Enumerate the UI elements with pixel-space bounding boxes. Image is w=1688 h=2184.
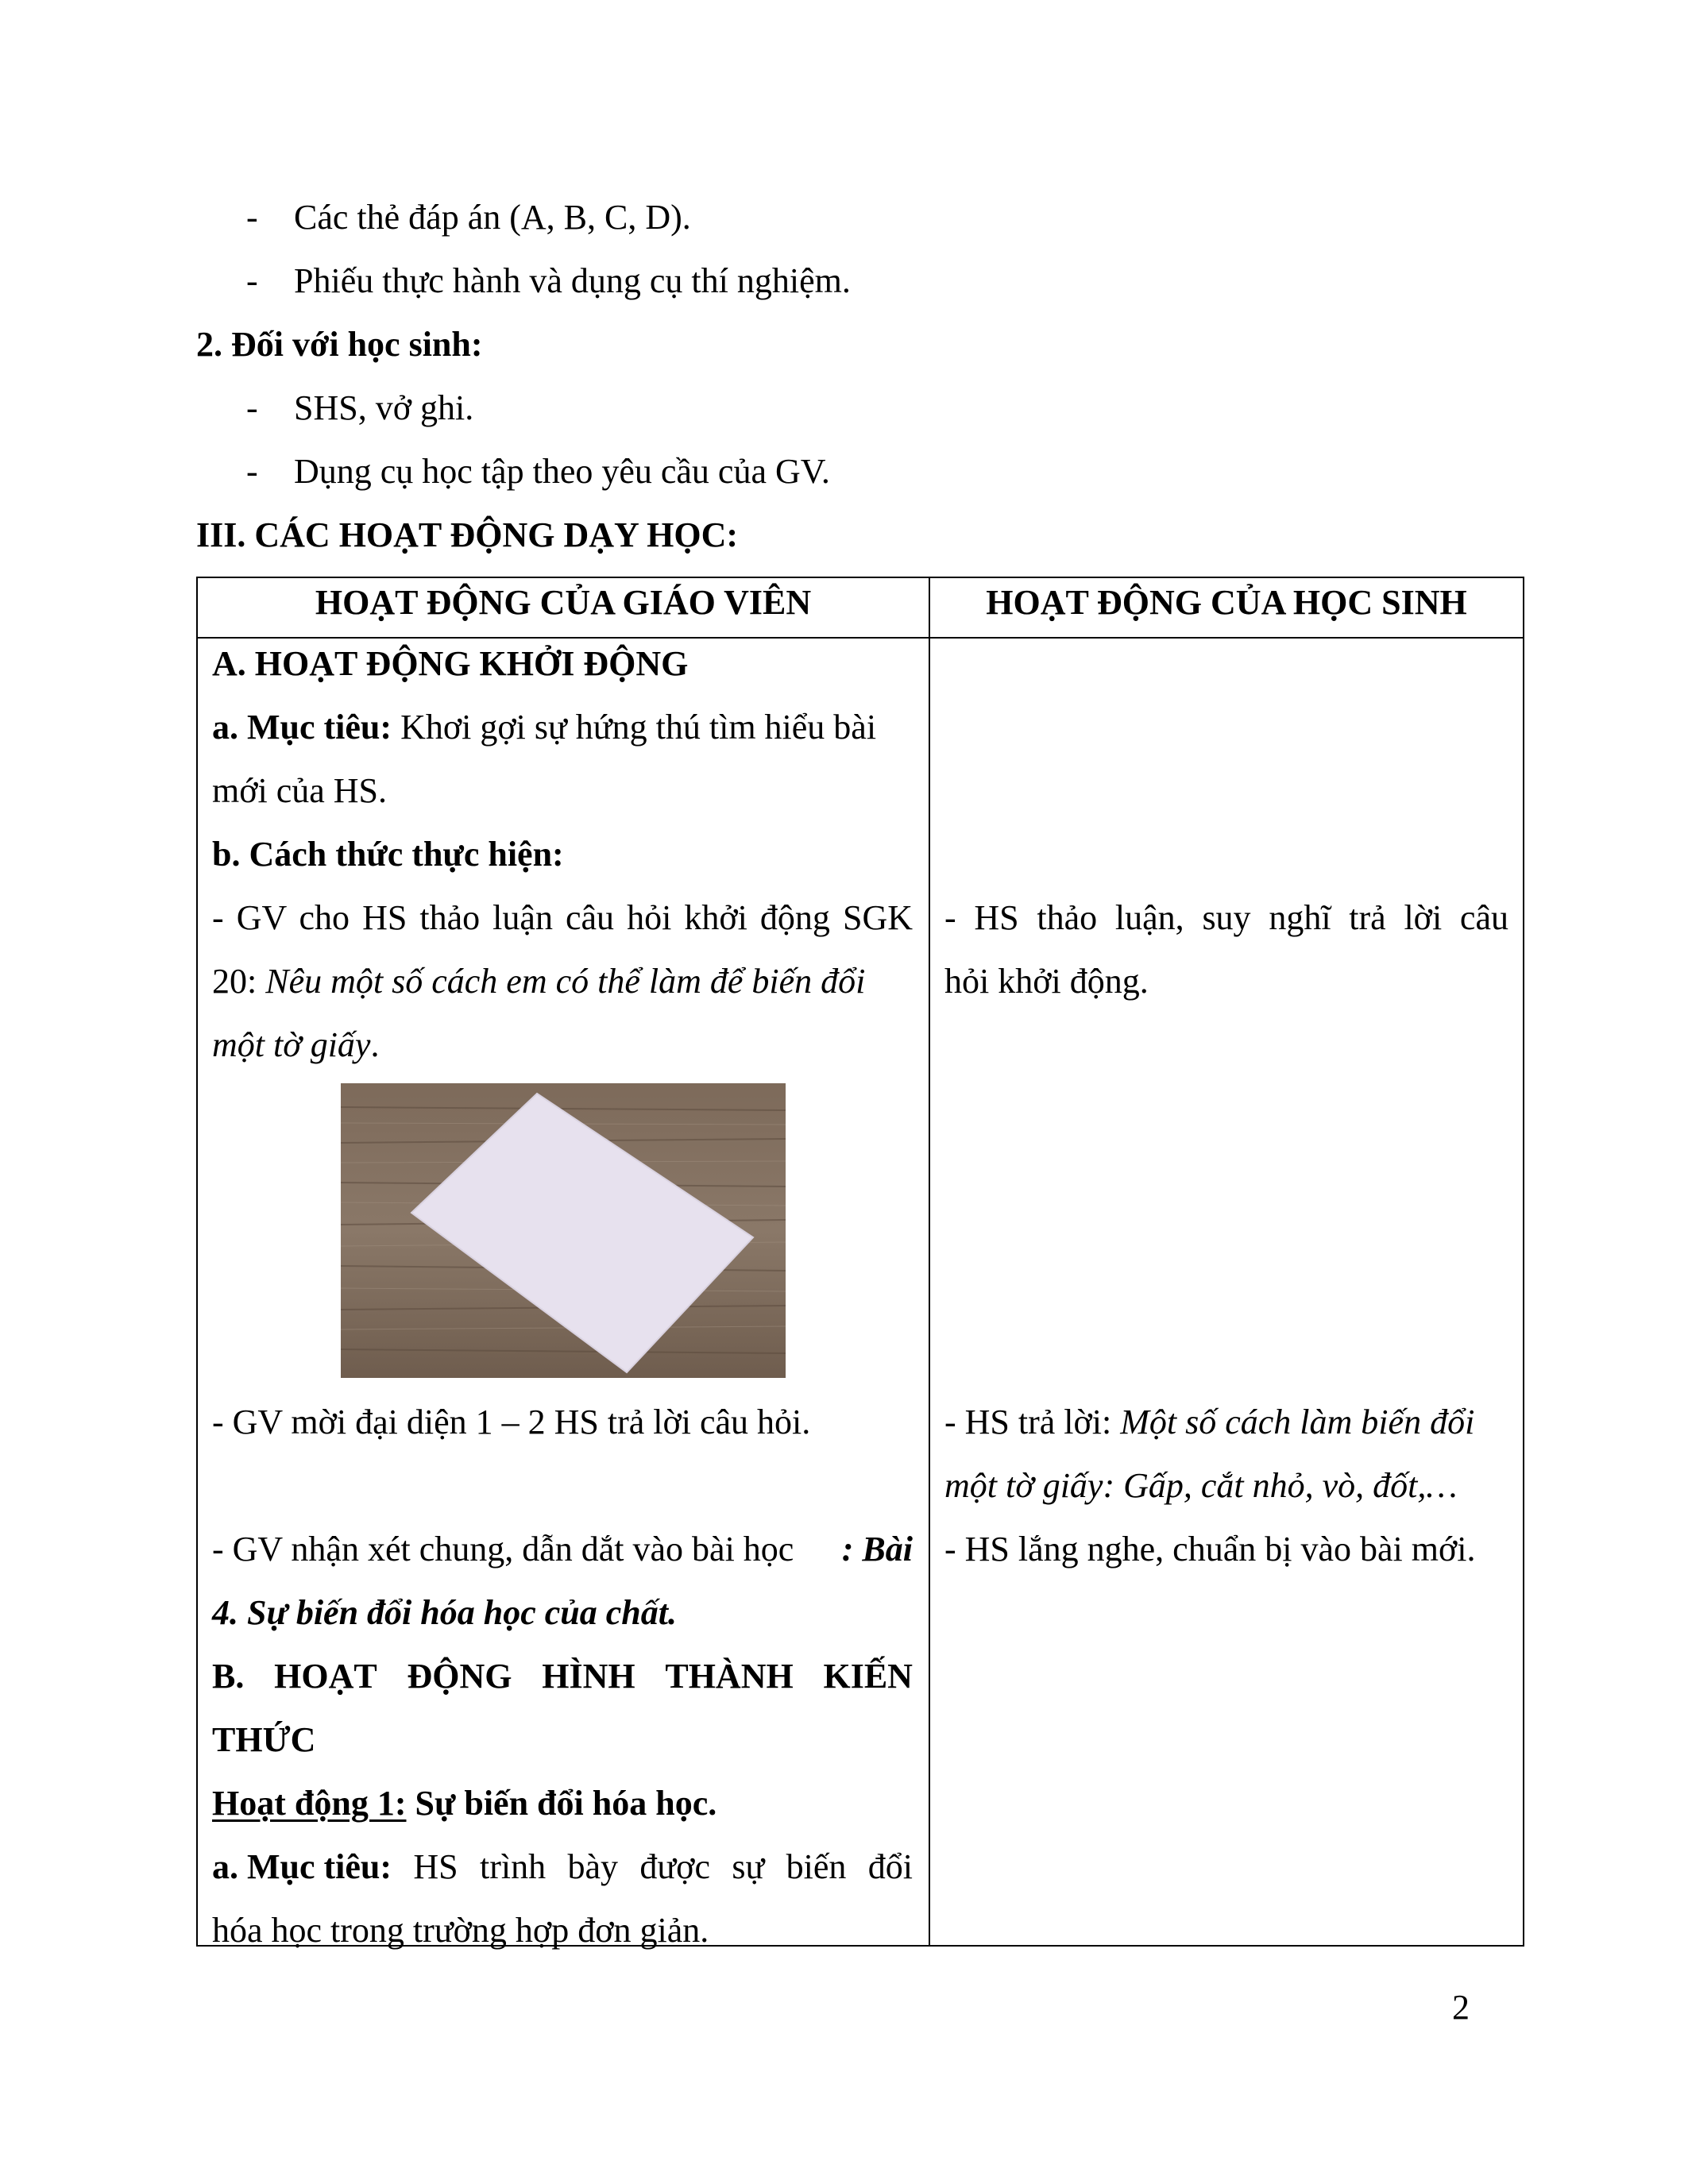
hs-answer-line-1 <box>944 1402 1474 1442</box>
hs-discuss-word: HS <box>974 898 1019 937</box>
hs-discuss-word: nghĩ <box>1269 898 1331 937</box>
b-goal-word: sự <box>732 1847 765 1886</box>
list-item <box>0 454 1688 494</box>
table-column-divider <box>929 577 930 1947</box>
hs-discuss-word: suy <box>1202 898 1251 937</box>
gv-discuss-line-3 <box>212 1024 379 1065</box>
table-header-divider <box>196 637 1524 639</box>
list-item <box>0 388 1688 430</box>
list-item <box>0 200 1688 240</box>
table-border-top <box>196 577 1524 578</box>
b-goal-line-2: hóa học trong trường hợp đơn giản. <box>212 1911 709 1950</box>
gv-discuss-line-1: - GV cho HS thảo luận câu hỏi khởi động SGK <box>212 898 913 937</box>
hs-discuss-line-2: hỏi khởi động. <box>944 962 1149 1001</box>
hs-discuss-word: thảo <box>1037 898 1098 937</box>
lesson-title: 4. Sự biến đổi hóa học của chất. <box>212 1593 677 1632</box>
gv-discuss-line-2 <box>212 961 865 1001</box>
hs-answer-line-2: một tờ giấy: Gấp, cắt nhỏ, vò, đốt,… <box>944 1466 1458 1505</box>
b-goal-word: được <box>639 1847 710 1886</box>
gv-discuss-suffix: . <box>370 1025 380 1064</box>
header-student: HOẠT ĐỘNG CỦA HỌC SINH <box>986 583 1467 622</box>
bullet: - <box>246 452 258 491</box>
bullet: - <box>246 261 258 300</box>
hs-answer-text: Một số cách làm biến đổi <box>1120 1403 1475 1441</box>
gv-invite: - GV mời đại diện 1 – 2 HS trả lời câu hỏi. <box>212 1403 811 1441</box>
section-b-word: THÀNH <box>665 1657 794 1696</box>
section-b-word: ĐỘNG <box>407 1657 512 1696</box>
hs-discuss-line-1 <box>944 897 1508 938</box>
section-b-word: B. <box>212 1657 245 1696</box>
table-border-left <box>196 577 198 1947</box>
bullet: - <box>246 198 258 237</box>
list-item <box>0 261 1688 303</box>
section-a-title: A. HOẠT ĐỘNG KHỞI ĐỘNG <box>212 644 689 683</box>
a-goal-line-2: mới của HS. <box>212 771 388 810</box>
gv-discuss-question-end: một tờ giấy <box>212 1025 371 1064</box>
b-goal-word: đổi <box>867 1847 913 1886</box>
activity-1-label: Hoạt động 1: <box>212 1784 407 1823</box>
gv-comment-lesson: : Bài <box>841 1530 913 1569</box>
a-goal-label: a. Mục tiêu: <box>212 708 392 747</box>
gv-discuss-prefix: 20: <box>212 962 266 1001</box>
b-goal-label: a. Mục tiêu: <box>212 1847 392 1886</box>
hs-discuss-word: trả <box>1349 898 1386 937</box>
hs-listen: - HS lắng nghe, chuẩn bị vào bài mới. <box>944 1530 1476 1569</box>
list-item-text: Dụng cụ học tập theo yêu cầu của GV. <box>294 452 830 491</box>
list-item-text: SHS, vở ghi. <box>294 388 474 427</box>
hs-discuss-word: câu <box>1459 898 1508 937</box>
list-item-text: Các thẻ đáp án (A, B, C, D). <box>294 198 691 237</box>
activity-1-heading <box>212 1783 717 1823</box>
hs-answer-prefix: - HS trả lời: <box>944 1403 1121 1441</box>
section-b-title-line-1 <box>212 1656 913 1696</box>
page-number: 2 <box>1452 1988 1470 2027</box>
gv-comment-line <box>212 1529 913 1569</box>
a-method-label: b. Cách thức thực hiện: <box>212 835 564 874</box>
b-goal-word: biến <box>786 1847 847 1886</box>
hs-discuss-word: lời <box>1404 898 1443 937</box>
b-goal-line <box>212 1846 913 1887</box>
b-goal-word: HS <box>413 1847 458 1886</box>
section-b-word: HÌNH <box>542 1657 635 1696</box>
paper-on-wood-illustration <box>341 1083 786 1378</box>
section-b-word: KIẾN <box>823 1657 913 1696</box>
list-item-text: Phiếu thực hành và dụng cụ thí nghiệm. <box>294 261 851 300</box>
b-goal-word: trình <box>480 1847 547 1886</box>
hs-discuss-word: - <box>944 898 956 937</box>
gv-comment-text: - GV nhận xét chung, dẫn dắt vào bài học <box>212 1530 794 1569</box>
activity-1-title: Sự biến đổi hóa học. <box>406 1784 717 1823</box>
a-goal-text: Khơi gợi sự hứng thú tìm hiểu bài <box>400 708 877 747</box>
a-goal-line <box>212 707 913 747</box>
students-heading: 2. Đối với học sinh: <box>196 325 483 364</box>
gv-discuss-question: Nêu một số cách em có thể làm để biến đổi <box>265 962 866 1001</box>
bullet: - <box>246 388 258 427</box>
table-border-right <box>1523 577 1524 1947</box>
hs-discuss-word: luận, <box>1114 898 1184 937</box>
section-b-title-line-2: THỨC <box>212 1720 316 1759</box>
section-b-word: HOẠT <box>274 1657 377 1696</box>
b-goal-word: bày <box>567 1847 618 1886</box>
section-heading: III. CÁC HOẠT ĐỘNG DẠY HỌC: <box>196 515 739 554</box>
paper-on-wood-image <box>341 1083 786 1378</box>
header-teacher: HOẠT ĐỘNG CỦA GIÁO VIÊN <box>315 583 812 622</box>
